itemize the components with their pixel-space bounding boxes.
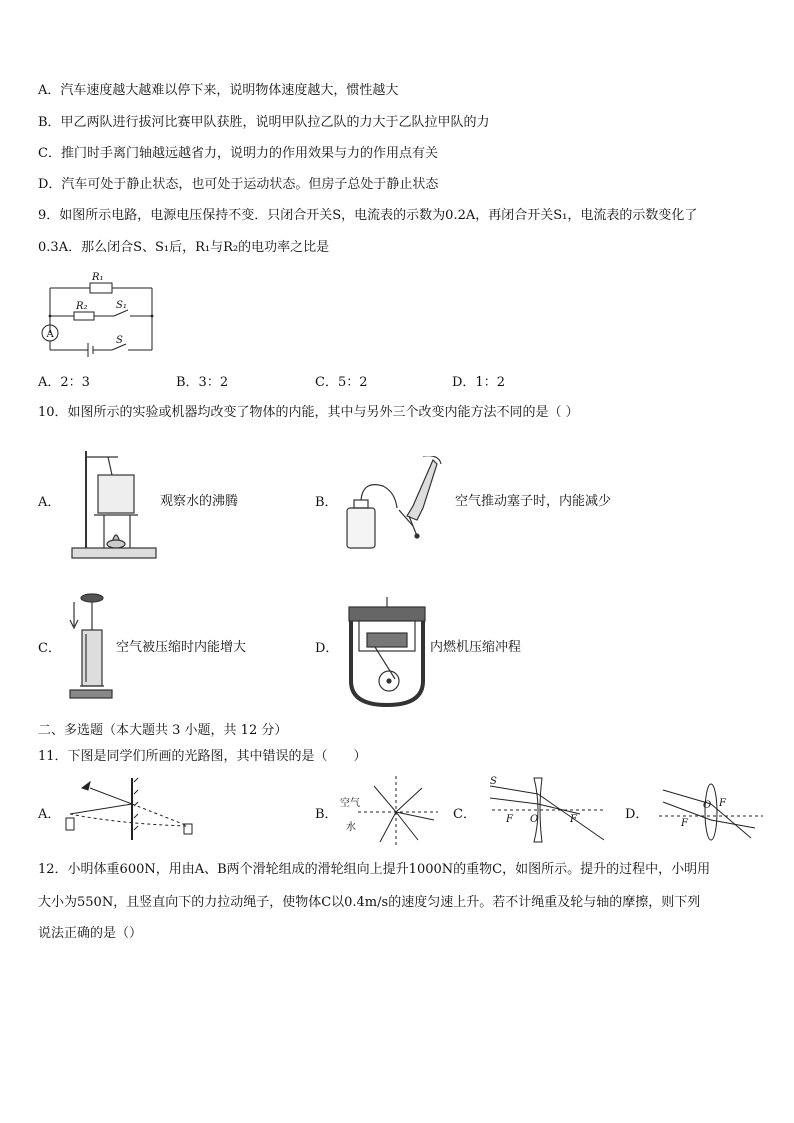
q10-b-bottle-pump-image [343, 456, 447, 556]
q10-a-boiling-apparatus-image [68, 445, 160, 563]
q10-option-c-caption: 空气被压缩时内能增大 [116, 640, 247, 655]
q8-option-c: C．推门时手离门轴越远越省力，说明力的作用效果与力的作用点有关 [38, 146, 438, 161]
q10-option-b-letter: B． [315, 495, 338, 510]
q11-option-b-letter: B． [315, 807, 338, 822]
label-ammeter: A [46, 329, 54, 340]
label-r2: R₂ [76, 301, 88, 312]
q9-stem-line2: 0.3A．那么闭合S、S₁后，R₁与R₂的电功率之比是 [38, 240, 330, 255]
q10-c-fire-syringe-image [66, 590, 116, 702]
q11-d-convex-lens-diagram [655, 782, 765, 842]
q12-stem-line1: 12．小明体重600N，用由A、B两个滑轮组成的滑轮组向上提升1000N的重物C，如图所示。提升的过程中，小明用 [38, 862, 711, 877]
q10-option-c-letter: C． [38, 641, 61, 656]
q9-option-b: B．3：2 [176, 375, 229, 390]
q8-option-a: A．汽车速度越大越难以停下来，说明物体速度越大，惯性越大 [38, 83, 399, 98]
label-s: S [116, 335, 123, 346]
q10-option-a-caption: 观察水的沸腾 [160, 494, 239, 509]
q11-stem: 11．下图是同学们所画的光路图，其中错误的是（ ） [38, 749, 367, 764]
label-f-left: F [681, 818, 688, 829]
label-air: 空气 [340, 798, 360, 809]
q9-stem-line1: 9．如图所示电路，电源电压保持不变．只闭合开关S，电流表的示数为0.2A，再闭合开关S₁，电流表的示数变化了 [38, 208, 698, 223]
q9-circuit-diagram [38, 270, 163, 358]
label-o: O [530, 814, 539, 825]
q11-b-refraction-diagram [338, 776, 438, 846]
label-water: 水 [346, 822, 356, 833]
label-s1: S₁ [116, 300, 127, 311]
q8-option-b: B．甲乙两队进行拔河比赛甲队获胜，说明甲队拉乙队的力大于乙队拉甲队的力 [38, 115, 490, 130]
q10-option-a-letter: A． [38, 495, 61, 510]
q12-stem-line3: 说法正确的是（） [38, 926, 143, 941]
q10-option-d-letter: D． [315, 641, 339, 656]
label-s: S [490, 776, 497, 787]
q11-option-d-letter: D． [625, 807, 649, 822]
q9-option-d: D．1：2 [452, 375, 505, 390]
label-f-left: F [506, 814, 513, 825]
q10-option-b-caption: 空气推动塞子时，内能减少 [455, 494, 612, 509]
label-f-right: F [570, 814, 577, 825]
label-r1: R₁ [92, 272, 104, 283]
q11-option-c-letter: C． [453, 807, 476, 822]
q10-stem: 10．如图所示的实验或机器均改变了物体的内能，其中与另外三个改变内能方法不同的是（ ） [38, 405, 579, 420]
q9-option-c: C．5：2 [315, 375, 368, 390]
q11-option-a-letter: A． [38, 807, 61, 822]
q8-option-d: D．汽车可处于静止状态，也可处于运动状态。但房子总处于静止状态 [38, 177, 439, 192]
q11-a-mirror-diagram [60, 774, 200, 842]
q10-option-d-caption: 内燃机压缩冲程 [430, 640, 522, 655]
label-f-right: F [719, 798, 726, 809]
q12-stem-line2: 大小为550N，且竖直向下的力拉动绳子，使物体C以0.4m/s的速度匀速上升。若不计绳重及轮与轴的摩擦，则下列 [38, 895, 701, 910]
q11-c-concave-lens-diagram [484, 774, 606, 844]
section2-heading: 二、多选题（本大题共 3 小题，共 12 分） [38, 723, 288, 738]
label-o: O [703, 800, 712, 811]
q9-option-a: A．2：3 [38, 375, 90, 390]
q10-d-engine-image [345, 597, 429, 709]
